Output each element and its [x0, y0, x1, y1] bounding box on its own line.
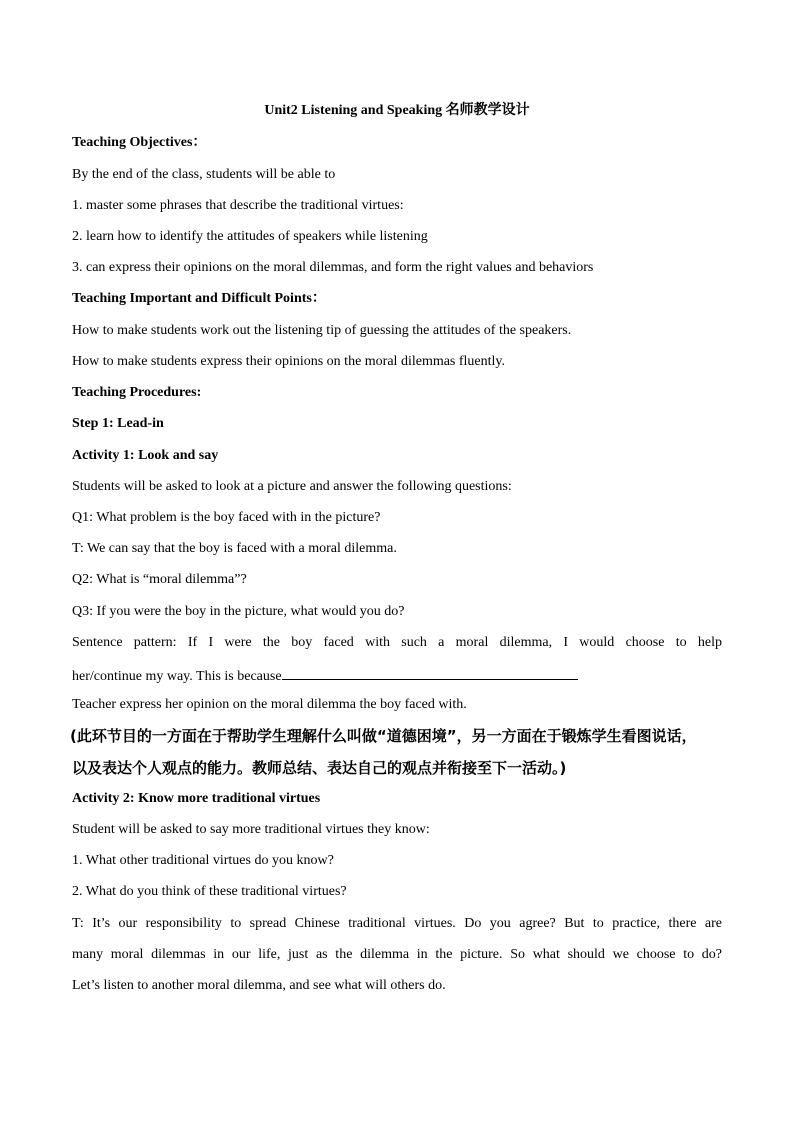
note-line2: 以及表达个人观点的能力。教师总结、表达自己的观点并衔接至下一活动。)	[72, 759, 567, 777]
teacher-paragraph-line3: Let’s listen to another moral dilemma, and see what will others do.	[72, 978, 446, 993]
points-heading: Teaching Important and Difficult Points：	[72, 291, 326, 306]
sentence-pattern-line2	[72, 665, 578, 686]
objective-item-2: 2. learn how to identify the attitudes of speakers while listening	[72, 229, 428, 244]
point-item-1: How to make students work out the listening tip of guessing the attitudes of the speakers.	[72, 323, 572, 338]
teacher-paragraph-line1: T: It’s our responsibility to spread Chinese traditional virtues. Do you agree? But to practice, there are	[72, 916, 722, 931]
activity1-line: Q3: If you were the boy in the picture, what would you do?	[72, 604, 405, 619]
activity1-line: Q2: What is “moral dilemma”?	[72, 572, 247, 587]
objectives-intro: By the end of the class, students will be able to	[72, 167, 336, 182]
page-title: Unit2 Listening and Speaking 名师教学设计	[264, 103, 530, 118]
activity1-line: T: We can say that the boy is faced with a moral dilemma.	[72, 541, 397, 556]
teacher-paragraph-line2: many moral dilemmas in our life, just as the dilemma in the picture. So what should we choose to do?	[72, 947, 722, 962]
objectives-heading: Teaching Objectives：	[72, 135, 207, 150]
objective-item-3: 3. can express their opinions on the moral dilemmas, and form the right values and behaviors	[72, 260, 594, 275]
procedures-heading: Teaching Procedures:	[72, 385, 202, 400]
activity2-line: 1. What other traditional virtues do you know?	[72, 853, 334, 868]
sentence-pattern-line1: Sentence pattern: If I were the boy faced with such a moral dilemma, I would choose to help	[72, 635, 722, 650]
activity2-heading: Activity 2: Know more traditional virtues	[72, 791, 321, 806]
activity2-line: Student will be asked to say more traditional virtues they know:	[72, 822, 430, 837]
step1-heading: Step 1: Lead-in	[72, 416, 164, 431]
teacher-line: Teacher express her opinion on the moral dilemma the boy faced with.	[72, 697, 467, 712]
objective-item-1: 1. master some phrases that describe the traditional virtues:	[72, 198, 404, 213]
answer-blank	[282, 665, 578, 680]
activity1-line: Students will be asked to look at a picture and answer the following questions:	[72, 479, 512, 494]
activity2-line: 2. What do you think of these traditional virtues?	[72, 884, 347, 899]
activity1-line: Q1: What problem is the boy faced with in the picture?	[72, 510, 381, 525]
note-line1: (此环节目的一方面在于帮助学生理解什么叫做“道德困境”，另一方面在于锻炼学生看图说话，	[70, 727, 697, 745]
point-item-2: How to make students express their opinions on the moral dilemmas fluently.	[72, 354, 506, 369]
sentence-pattern-text: her/continue my way. This is because	[72, 669, 282, 684]
activity1-heading: Activity 1: Look and say	[72, 448, 219, 463]
